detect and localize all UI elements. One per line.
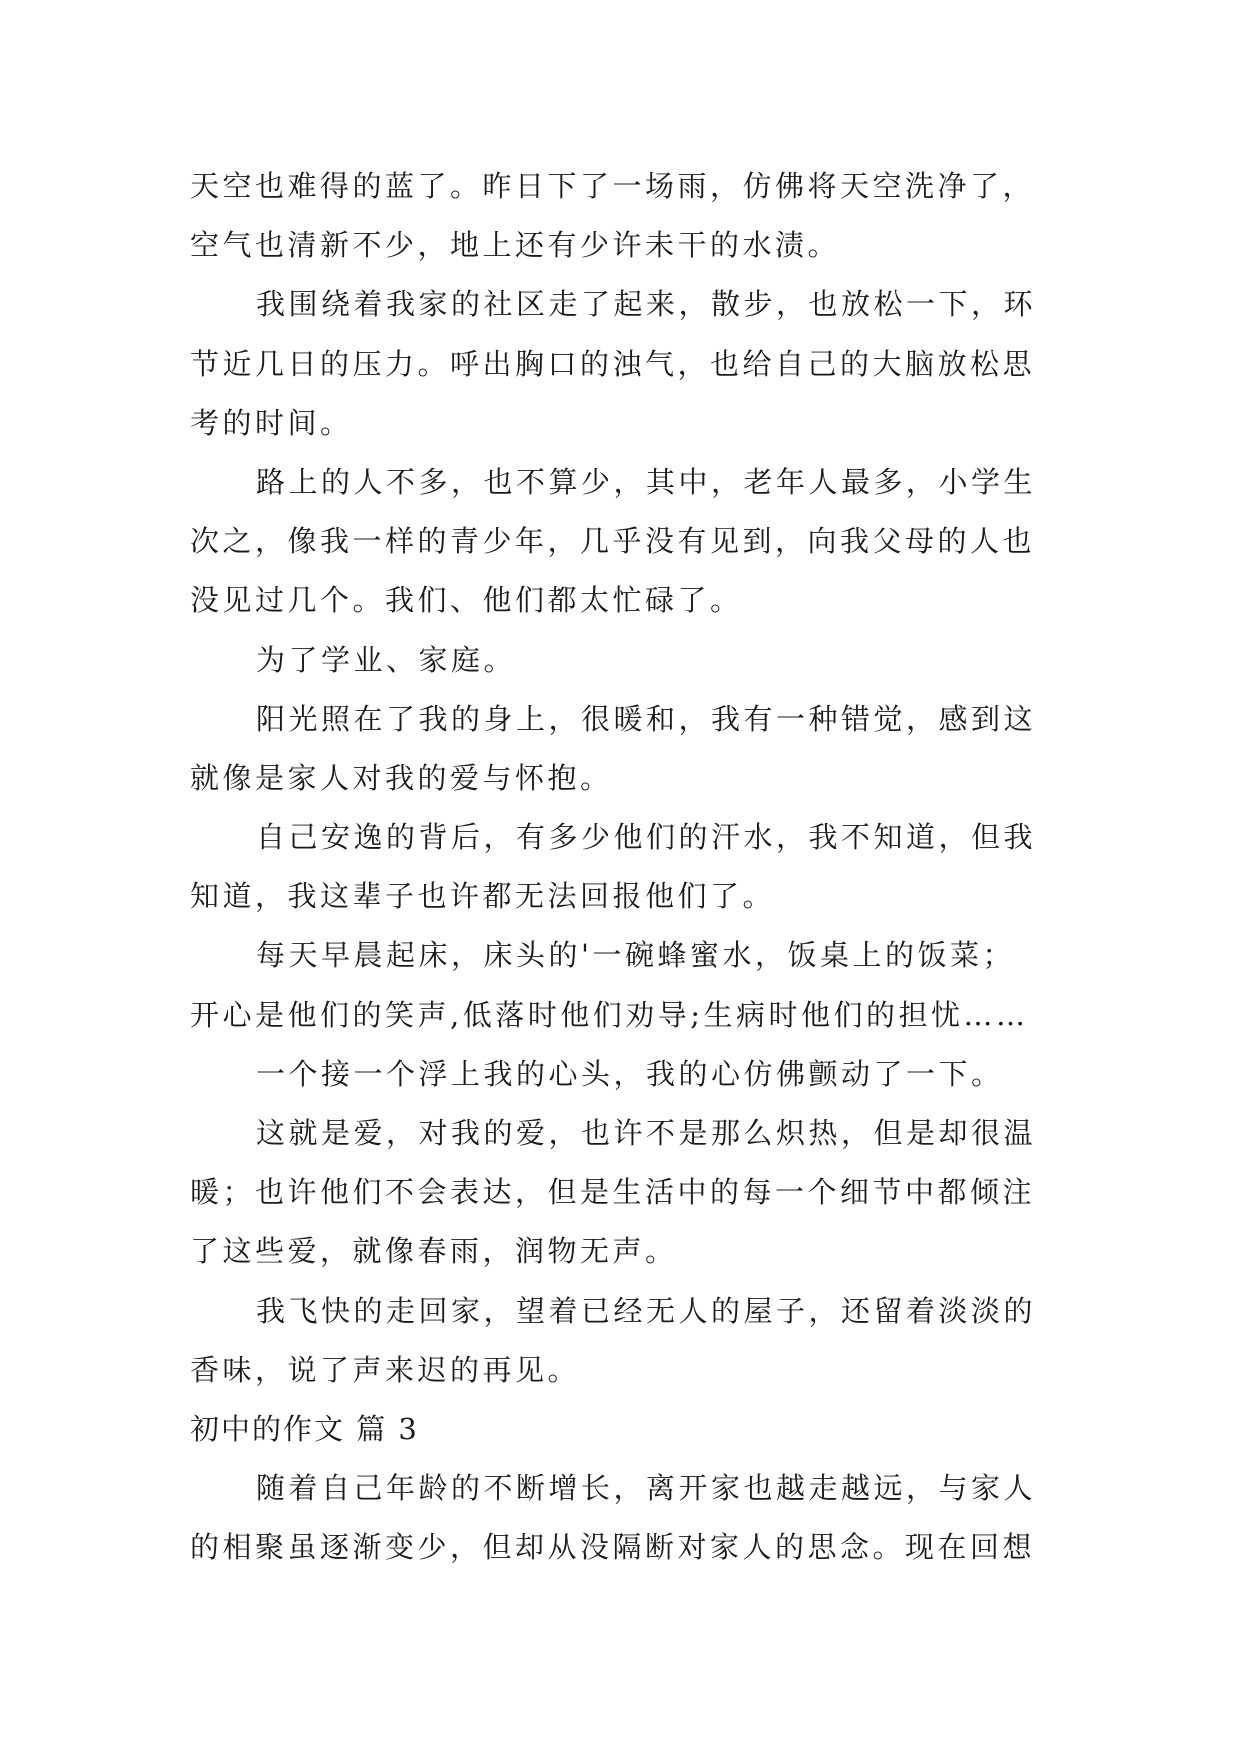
section-heading: 初中的作文 篇 3 [190,1411,419,1446]
paragraph-start-line: 每天早晨起床，床头的'一碗蜂蜜水，饭桌上的饭菜； [256,938,1015,973]
text-line: 考的时间。 [190,405,353,440]
paragraph-start-line: 路上的人不多，也不算少，其中，老年人最多，小学生 [256,464,1037,499]
text-line: 天空也难得的蓝了。昨日下了一场雨，仿佛将天空洗净了， [190,169,1036,203]
text-line: 开心是他们的笑声,低落时他们劝导;生病时他们的担忧…… [190,997,1029,1032]
text-line: 知道，我这辈子也许都无法回报他们了。 [190,879,776,914]
paragraph-start-line: 一个接一个浮上我的心头，我的心仿佛颤动了一下。 [256,1056,1004,1091]
paragraph-start-line: 我围绕着我家的社区走了起来，散步，也放松一下，环 [256,287,1037,322]
text-line: 香味，说了声来迟的再见。 [190,1352,581,1387]
text-line: 就像是家人对我的爱与怀抱。 [190,760,613,795]
text-line: 了这些爱，就像春雨，润物无声。 [190,1234,678,1269]
text-line: 空气也清新不少，地上还有少许未干的水渍。 [190,228,841,263]
paragraph-start-line: 我飞快的走回家，望着已经无人的屋子，还留着淡淡的 [256,1293,1037,1328]
essay-body [190,157,1060,1578]
paragraph-start-line: 为了学业、家庭。 [256,642,517,677]
text-line: 次之，像我一样的青少年，几乎没有见到，向我父母的人也 [190,524,1036,559]
paragraph-start-line: 这就是爱，对我的爱，也许不是那么炽热，但是却很温 [256,1116,1037,1150]
paragraph-start-line: 随着自己年龄的不断增长，离开家也越走越远，与家人 [256,1471,1037,1506]
text-line: 暖；也许他们不会表达，但是生活中的每一个细节中都倾注 [190,1175,1036,1210]
text-line: 的相聚虽逐渐变少，但却从没隔断对家人的思念。现在回想 [190,1530,1036,1565]
paragraph-start-line: 阳光照在了我的身上，很暖和，我有一种错觉，感到这 [256,701,1037,736]
paragraph-start-line: 自己安逸的背后，有多少他们的汗水，我不知道，但我 [256,820,1037,855]
text-line: 没见过几个。我们、他们都太忙碌了。 [190,583,743,618]
text-line: 节近几日的压力。呼出胸口的浊气，也给自己的大脑放松思 [190,346,1036,381]
